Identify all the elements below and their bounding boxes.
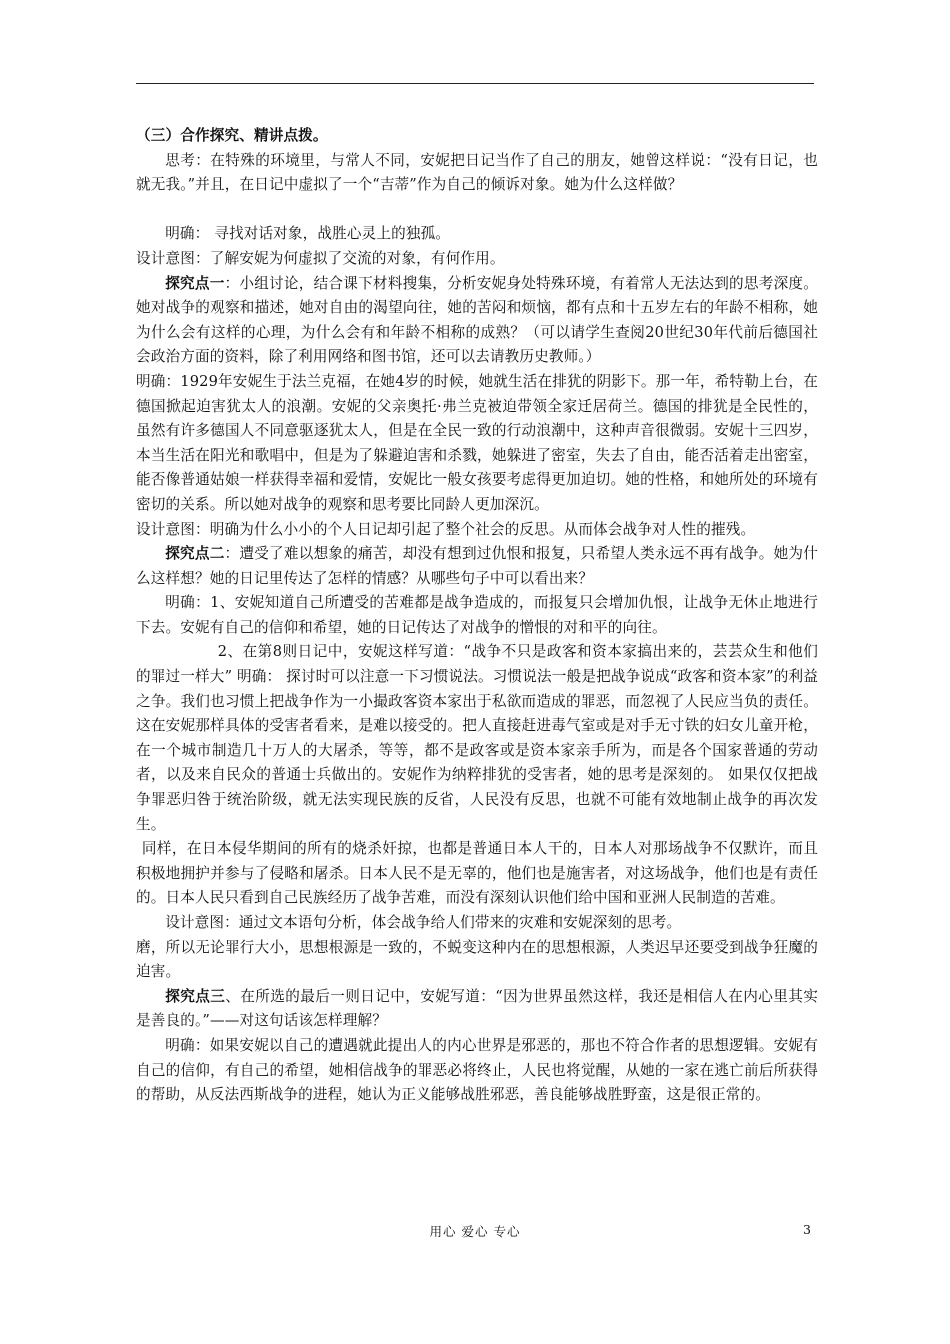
paragraph-inquiry-3: 探究点三、在所选的最后一则日记中，安妮写道：“因为世界虽然这样，我还是相信人在内心里其实是善良的。”——对这句话该怎样理解？ [136,987,819,1030]
paragraph-answer: 明确： 寻找对话对象，战胜心灵上的独孤。 [165,225,451,243]
paragraph-answer-2-2: 2、在第8则日记中，安妮这样写道：“战争不只是政客和资本家搞出来的，芸芸众生和他们的罪过一样大” 明确： 探讨时可以注意一下习惯说法。习惯说法一般是把战争说成“政客和资本家”的利益之争。我们也习惯上把战争作为一小撮政客资本家出于私欲而造成的罪恶，而忽视了人民应当负的责任。这在安妮那样具体的受害者看来，是难以接受的。把人直接赶进毒气室或是对手无寸铁的妇女儿童开枪，在一个城市制造几十万人的大屠杀，等等，都不是政客或是资本家亲手所为，而是各个国家普通的劳动者，以及来自民众的普通士兵做出的。安妮作为纳粹排犹的受害者，她的思考是深刻的。 如果仅仅把战争罪恶归咎于统治阶级，就无法实现民族的反省，人民没有反思，也就不可能有效地制止战争的再次发生。 [136,643,818,833]
section-title: （三）合作探究、精讲点拨。 [136,127,328,144]
inquiry-1-label: 探究点一 [165,274,225,292]
header-rule [136,83,814,84]
paragraph-design-intent-2: 设计意图：通过文本语句分析，体会战争给人们带来的灾难和安妮深刻的思考。 [165,914,682,931]
paragraph-answer-1: 明确：1929年安妮生于法兰克福，在她4岁的时候，她就生活在排犹的阴影下。那一年，希特勒上台，在德国掀起迫害犹太人的浪潮。安妮的父亲奥托·弗兰克被迫带领全家迁居荷兰。德国的排犹是全民性的，虽然有许多德国人不同意驱逐犹太人，但是在全民一致的行动浪潮中，这种声音很微弱。安妮十三四岁，本当生活在阳光和歌唱中，但是为了躲避迫害和杀戮，她躲进了密室，失去了自由，能否活着走出密室，能否像普通姑娘一样获得幸福和爱情，安妮比一般女孩要考虑得更加迫切。她的性格，和她所处的环境有密切的关系。所以她对战争的观察和思考要比同龄人更加深沉。 [136,372,818,513]
paragraph-japan: 同样，在日本侵华期间的所有的烧杀奸掠，也都是普通日本人干的，日本人对那场战争不仅默许，而且积极地拥护并参与了侵略和屠杀。日本人民不是无辜的，他们也是施害者，对这场战争，他们也是有责任的。日本人民只看到自己民族经历了战争苦难，而没有深刻认识他们给中国和亚洲人民制造的苦难。 [136,840,818,907]
page-number: 3 [803,1222,811,1237]
paragraph-inquiry-1: 探究点一：小组讨论，结合课下材料搜集，分析安妮身处特殊环境，有着常人无法达到的思考深度。她对战争的观察和描述，她对自由的渴望向往，她的苦闷和烦恼，都有点和十五岁左右的年龄不相称，她为什么会有这样的心理，为什么会有和年龄不相称的成熟？（可以请学生查阅20世纪30年代前后德国社会政治方面的资料，除了利用网络和图书馆，还可以去请教历史教师。） [136,274,818,366]
inquiry-2-label: 探究点二 [165,545,225,563]
blank-line [136,198,818,223]
paragraph-inquiry-2: 探究点二：遭受了难以想象的痛苦，却没有想到过仇恨和报复，只希望人类永远不再有战争。她为什么这样想？她的日记里传达了怎样的情感？从哪些句子中可以看出来？ [136,545,818,587]
paragraph-fragment: 磨，所以无论罪行大小，思想根源是一致的，不蜕变这种内在的思想根源，人类迟早还要受到战争狂魔的迫害。 [136,938,818,981]
paragraph-answer-3: 明确：如果安妮以自己的遭遇就此提出人的内心世界是邪恶的，那也不符合作者的思想逻辑。安妮有自己的信仰，有自己的希望，她相信战争的罪恶必将终止，人民也将觉醒，从她的一家在逃亡前后所获得的帮助，从反法西斯战争的进程，她认为正义能够战胜邪恶，善良能够战胜野蛮，这是很正常的。 [136,1036,818,1104]
footer-motto: 用心 爱心 专心 [429,1224,521,1239]
document-body [136,124,818,1108]
paragraph-answer-2-1: 明确：1、安妮知道自己所遭受的苦难都是战争造成的，而报复只会增加仇恨，让战争无休止地进行下去。安妮有自己的信仰和希望，她的日记传达了对战争的憎恨的对和平的向往。 [136,594,818,636]
inquiry-3-label: 探究点三 [165,987,226,1005]
paragraph-design-intent-1: 设计意图：明确为什么小小的个人日记却引起了整个社会的反思。从而体会战争对人性的摧残。 [136,520,756,538]
paragraph-question: 思考：在特殊的环境里，与常人不同，安妮把日记当作了自己的朋友，她曾这样说：“没有日记，也就无我。”并且，在日记中虚拟了一个“吉蒂”作为自己的倾诉对象。她为什么这样做？ [136,151,818,194]
paragraph-design-intent: 设计意图：了解安妮为何虚拟了交流的对象，有何作用。 [136,249,505,267]
